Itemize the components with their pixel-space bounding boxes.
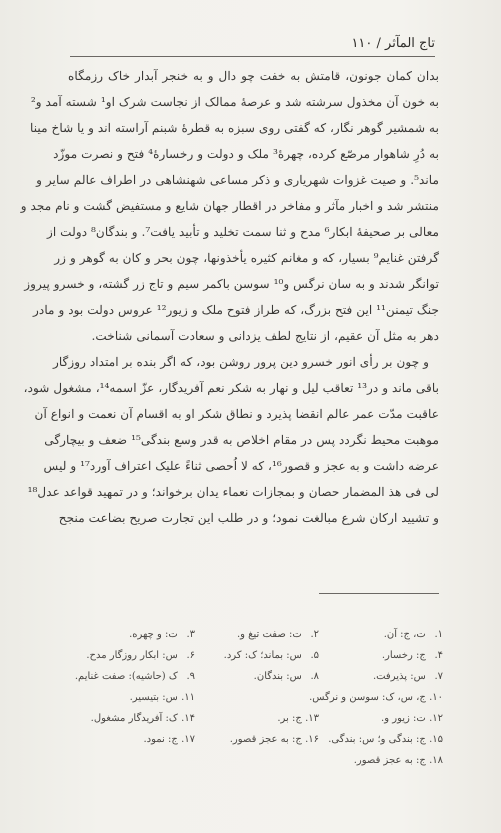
footnote-text: ج: به عجز قصور. xyxy=(229,734,302,745)
footnote-text: ت: زیور و. xyxy=(381,713,426,724)
footnote xyxy=(195,708,319,729)
footnote-number: ۶. xyxy=(186,650,195,661)
footnote-number: ۷. xyxy=(434,671,443,682)
paragraph-1 xyxy=(20,63,439,349)
footnote-text: ک: آفریدگار مشغول. xyxy=(90,713,178,724)
footnote xyxy=(195,729,319,750)
footnote-row xyxy=(68,645,443,666)
footnote xyxy=(319,645,443,666)
footnote-text: ک (حاشیه): صفت غنایم. xyxy=(74,671,178,682)
text-line: گرفتن غنایم⁹ بسیار، که و مغانم کثیره یأخذونها، چون بحر و کان به گوهر و زر xyxy=(54,251,439,265)
footnote-text: س: بماند؛ ک: کرد. xyxy=(223,650,302,661)
footnote-text: ت، ج: آن. xyxy=(383,629,426,640)
footnote-text: ج: رخسار. xyxy=(381,650,426,661)
footnote-text: ج، س، ک: سوسن و نرگس. xyxy=(309,692,426,703)
main-text xyxy=(20,63,439,531)
footnote xyxy=(319,729,443,750)
footnotes xyxy=(68,624,443,771)
footnote xyxy=(71,708,195,729)
paragraph-2 xyxy=(23,349,439,531)
footnote-number: ۱۰. xyxy=(429,692,443,703)
footnote-number: ۱۶. xyxy=(305,734,319,745)
footnote xyxy=(319,708,443,729)
footnote xyxy=(71,729,195,750)
footnote-text: ج: بر. xyxy=(277,713,302,724)
footnote-row xyxy=(68,687,443,708)
footnote xyxy=(71,624,195,645)
footnote-number: ۳. xyxy=(186,629,195,640)
page-header xyxy=(70,36,435,54)
footnote xyxy=(319,624,443,645)
footnote-number: ۱۷. xyxy=(181,734,195,745)
text-line: ماند⁵. و صیت غزوات شهریاری و ذکر مساعی شهنشاهی در اطراف عالم سایر و xyxy=(36,173,439,187)
footnote-row xyxy=(68,666,443,687)
text-line: به شمشیر گوهر نگار، که گفتی روی سبزه به قطرهٔ شبنم آراسته اند و یا شاخ مینا xyxy=(30,121,439,135)
footnote xyxy=(195,624,319,645)
footnote xyxy=(71,645,195,666)
text-line: به دُرِ شاهوار مرصّع کرده، چهرهٔ³ ملک و دولت و رخسارهٔ⁴ فتح و نصرت موزّد xyxy=(53,147,439,161)
footnote-text: ج: به عجز قصور. xyxy=(353,755,426,766)
footnote-number: ۱۵. xyxy=(429,734,443,745)
footnote xyxy=(195,666,319,687)
footnote-number: ۸. xyxy=(310,671,319,682)
text-line: لی فی هذ المضمار حصان و بمجازات نعماء یدان برخواند؛ و در تمهید قواعد عدل¹⁸ xyxy=(27,485,439,499)
footnote-number: ۴. xyxy=(434,650,443,661)
footnote-number: ۱۴. xyxy=(181,713,195,724)
footnote-number: ۱۳. xyxy=(305,713,319,724)
footnote-row xyxy=(68,624,443,645)
footnote xyxy=(71,666,195,687)
footnote-number: ۱۸. xyxy=(429,755,443,766)
text-line: بدان کمان جونون، قامتش به خفت چو دال و به خنجر آبدار خاک رزمگاه xyxy=(68,69,439,83)
footnote-text: س: بتیسیر. xyxy=(129,692,178,703)
footnote-number: ۲. xyxy=(310,629,319,640)
running-head: تاج المآثر / ۱۱۰ xyxy=(351,36,435,51)
footnote-text: ت: صفت تیغ و. xyxy=(236,629,302,640)
text-line: توانگر شدند و به سان نرگس و¹⁰ سوسن باکمر سیم و تاج زر گشته، و خسرو پیروز xyxy=(24,277,439,291)
footnote xyxy=(319,666,443,687)
text-line: و چون بر رأی انور خسرو دین پرور روشن بود، که اگر بنده بر امتداد روزگار xyxy=(52,355,429,369)
text-line: عرضه داشت و به عجز و قصور¹⁶، که لا اُحصی ثناءً علیک اعتراف آورد¹⁷ و لیس xyxy=(43,459,439,473)
footnote-number: ۵. xyxy=(310,650,319,661)
text-line: به خون آن مخذول سرشته شد و عرصهٔ ممالک از نجاست شرک او¹ شسته آمد و² xyxy=(30,95,439,109)
footnote xyxy=(195,645,319,666)
footnote-text: ج: بندگی و؛ س: بندگی. xyxy=(328,734,426,745)
footnote-text: ج: نمود. xyxy=(143,734,178,745)
footnote-row xyxy=(68,750,443,771)
text-line: منتشر شد و اخبار مآثر و مفاخر در اقطار جهان شایع و مستفیض گشت و نام مجد و xyxy=(20,199,439,213)
footnote xyxy=(71,687,195,708)
text-line: و تشیید ارکان شرع مبالغت نمود؛ و در طلب این تجارت صریح بضاعت منجح xyxy=(58,511,439,525)
footnote-text: س: ابکار روزگار مدح. xyxy=(86,650,178,661)
footnote-row xyxy=(68,708,443,729)
text-line: معالی بر صحیفهٔ ابکار⁶ مدح و ثنا سمت تخلید و تأبید یافت⁷. و بندگان⁸ دولت از xyxy=(47,225,439,239)
header-rule xyxy=(70,56,435,57)
text-line: باقی ماند و در¹³ تعاقب لیل و نهار به شکر نعم آفریدگار، عزّ اسمه¹⁴، مشغول شود، xyxy=(23,381,439,395)
text-line: عاقبت مدّت عمر عالم انقضا پذیرد و نطاق شکر او به اقسام آن نعمت و انواع آن xyxy=(34,407,439,421)
footnote-number: ۹. xyxy=(186,671,195,682)
footnote xyxy=(195,687,443,708)
footnote-divider xyxy=(319,593,439,594)
text-line: دهر به مثل آن عقیم، از نتایج لطف یزدانی و سعادت آسمانی شناخت. xyxy=(91,329,439,343)
footnote-text: ت: و چهره. xyxy=(129,629,178,640)
footnote-number: ۱. xyxy=(434,629,443,640)
footnote-number: ۱۲. xyxy=(429,713,443,724)
text-line: جنگ تیمنن¹¹ این فتح بزرگ، که طراز فتوح ملک و زیور¹² عروس دولت بود و مادر xyxy=(33,303,439,317)
footnote-number: ۱۱. xyxy=(181,692,195,703)
footnote-text: س: بندگان. xyxy=(253,671,302,682)
footnote-row xyxy=(68,729,443,750)
footnote xyxy=(71,750,443,771)
text-line: موهبت محیط نگردد پس در مقام اخلاص به قدر وسع بندگی¹⁵ ضعف و بیچارگی xyxy=(44,433,439,447)
footnote-text: س: پذیرفت. xyxy=(372,671,426,682)
